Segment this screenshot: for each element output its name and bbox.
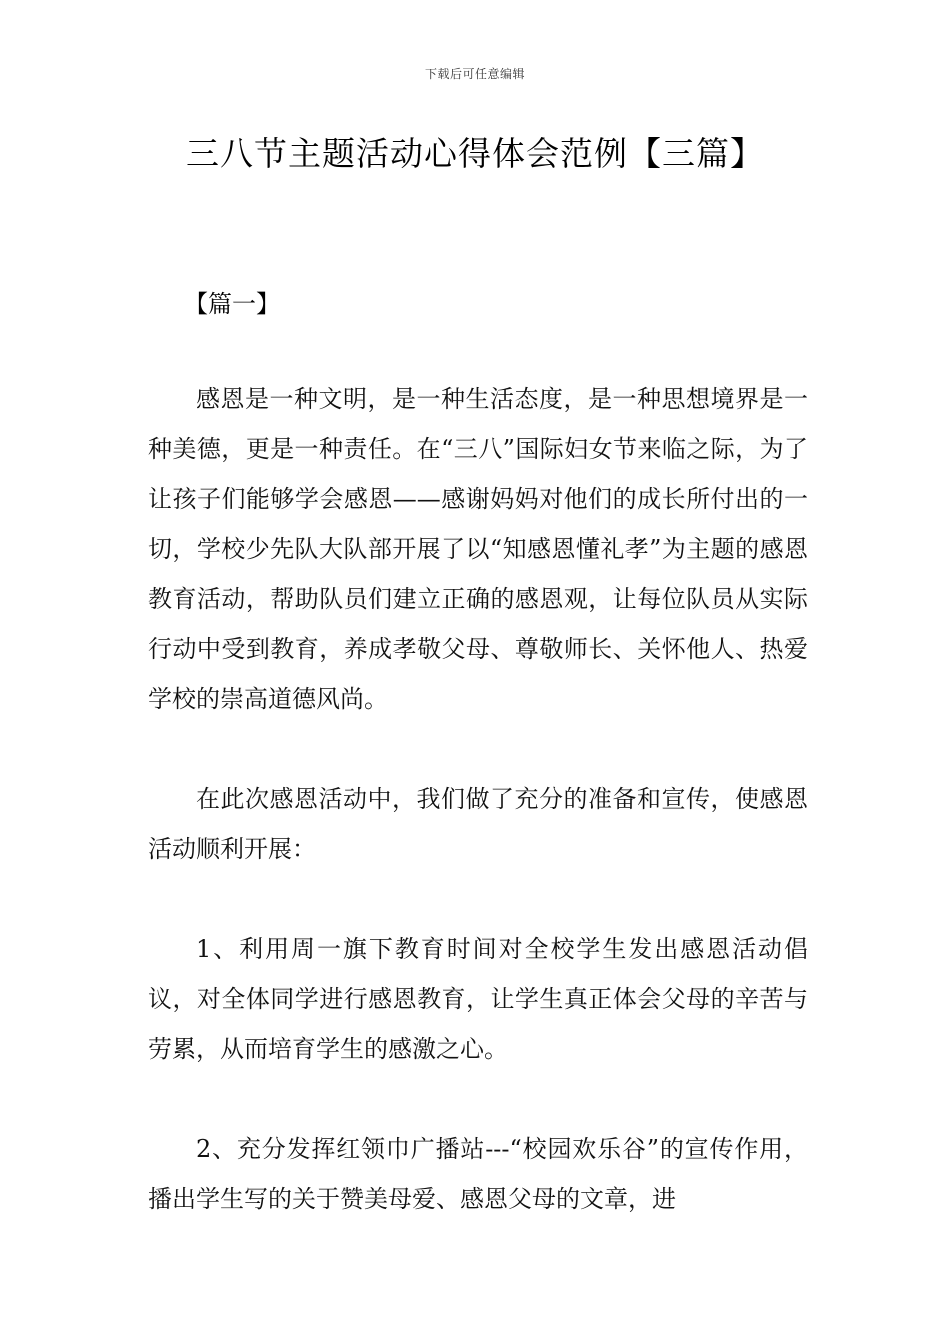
section-heading: 【篇一】 [184, 290, 280, 318]
paragraph-item-2: 2、充分发挥红领巾广播站---“校园欢乐谷”的宣传作用，播出学生写的关于赞美母爱、感恩父母的文章，进 [148, 1135, 808, 1213]
page-header-note: 下载后可任意编辑 [424, 67, 525, 81]
paragraph-preparation: 在此次感恩活动中，我们做了充分的准备和宣传，使感恩活动顺利开展： [148, 785, 808, 863]
paragraph-item-1: 1、利用周一旗下教育时间对全校学生发出感恩活动倡议，对全体同学进行感恩教育，让学生真正体会父母的辛苦与劳累，从而培育学生的感激之心。 [148, 935, 808, 1063]
paragraph-intro: 感恩是一种文明，是一种生活态度，是一种思想境界是一种美德，更是一种责任。在“三八”国际妇女节来临之际，为了让孩子们能够学会感恩——感谢妈妈对他们的成长所付出的一切，学校少先队大队部开展了以“知感恩懂礼孝”为主题的感恩教育活动，帮助队员们建立正确的感恩观，让每位队员从实际行动中受到教育，养成孝敬父母、尊敬师长、关怀他人、热爱学校的崇高道德风尚。 [148, 385, 808, 713]
document-title: 三八节主题活动心得体会范例【三篇】 [186, 134, 764, 173]
